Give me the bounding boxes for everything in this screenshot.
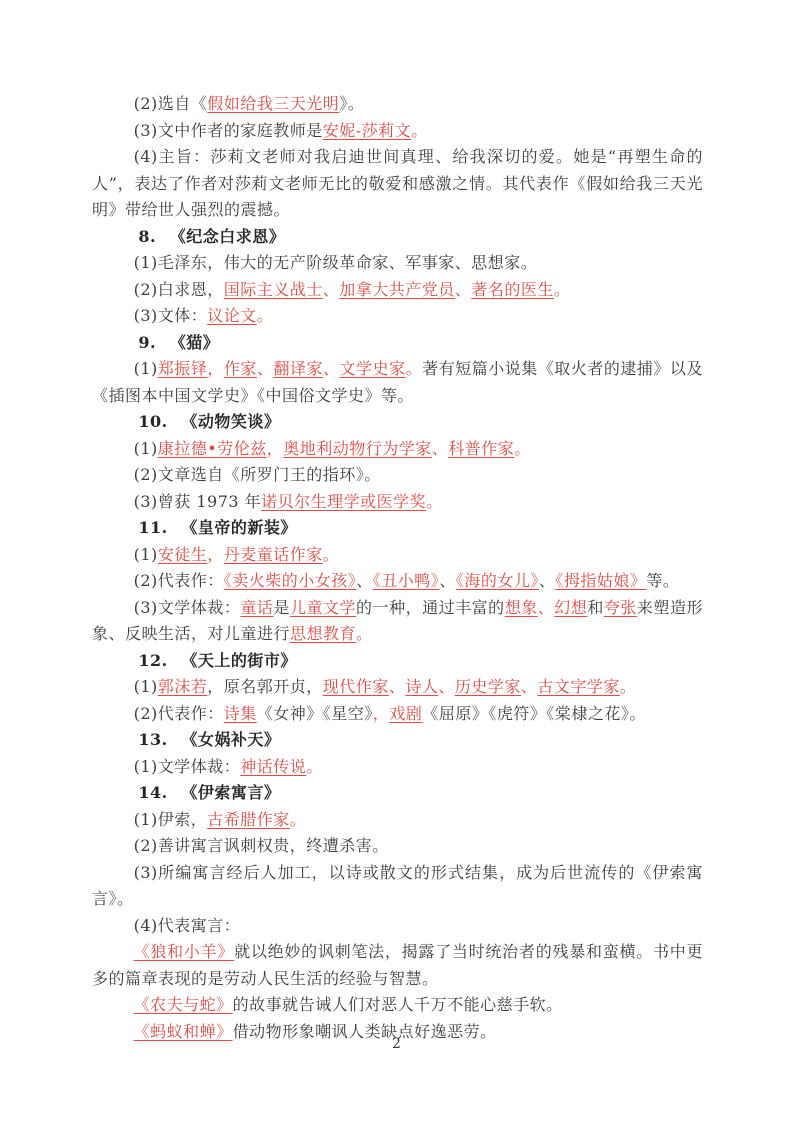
text-segment: (2)善讲寓言讽刺权贵，终遭杀害。 [133,836,389,855]
section-title: 《伊索寓言》 [181,783,281,802]
key-term: 作家 [223,359,257,378]
key-term: 加拿大共产党员 [339,279,455,299]
paragraph [92,144,703,224]
text-segment: 和 [587,597,604,617]
key-term: 童话 [240,597,274,617]
section-number: 11. [138,518,168,537]
key-term: 《卖火柴的小女孩》 [223,571,357,590]
paragraph [92,91,703,118]
paragraph [92,754,703,781]
key-term: 、 [256,359,274,378]
key-term: 、 [431,438,449,458]
paragraph [92,250,703,277]
key-term: 。 [514,438,531,458]
paragraph [92,277,703,304]
section-number: 10. [138,412,168,431]
paragraph [92,939,703,992]
text-segment: 著有短篇小说集《取火者的逮捕》以及《插图本中国文学史》《中国俗文学史》等。 [92,359,703,405]
text-segment: (2)白求恩， [133,279,224,299]
key-term: 现代作家 [322,677,389,696]
section-heading [92,727,703,754]
key-term: 想象 [504,597,538,617]
paragraph [92,913,703,940]
text-segment: 》。 [339,94,365,113]
key-term: 著名的医生 [471,279,554,299]
paragraph [92,807,703,834]
key-term: 。 [553,279,571,299]
text-segment: (1)伊索， [133,809,208,829]
key-term: 历史学家 [454,677,521,696]
key-term: 夸张 [603,597,637,617]
text-segment: 、 [439,571,456,590]
section-title: 《天上的街市》 [181,650,297,670]
key-term: 、 [454,279,472,299]
text-segment: 、 [538,571,556,590]
text-segment: (3)文中作者的家庭教师是 [133,120,323,140]
text-segment: 《女神》《星空》 [256,703,373,723]
paragraph [92,303,703,330]
section-title: 《纪念白求恩》 [169,226,286,246]
key-term: 《丑小鸭》 [372,571,440,590]
text-segment: (1)毛泽东，伟大的无产阶级革命家、军事家、思想家。 [133,253,538,272]
text-segment: (4)代表寓言： [133,915,241,935]
page-number: 2 [392,1036,401,1052]
text-segment: (1) [133,359,158,378]
section-title: 《女娲补天》 [181,730,281,749]
key-term: 。 [411,120,428,140]
key-term: 思想教育 [290,624,357,643]
page-footer [0,1036,793,1052]
text-segment: (3)所编寓言经后人加工，以诗或散文的形式结集，成为后世流传的《伊索寓言》。 [92,862,703,908]
key-term: 诗集 [223,703,257,723]
paragraph [92,833,703,860]
text-segment: 是 [273,597,290,617]
text-segment: (1) [133,677,158,696]
paragraph [92,568,703,595]
key-term: 《拇指姑娘》 [555,571,647,590]
key-term: 国际主义战士 [223,279,323,299]
section-heading [92,224,703,251]
paragraph [92,436,703,463]
section-number: 8. [138,226,157,246]
key-term: 儿童文学 [289,597,357,617]
text-segment: (4)主旨：莎莉文老师对我启迪世间真理、给我深切的爱。她是“再塑生命的人”，表达了作者对莎莉文老师无比的敬爱和感激之情。其代表作《假如给我三天光明》带给世人强烈的震撼。 [92,147,703,219]
key-term: 《农夫与蛇》 [133,995,233,1014]
key-term: 《蚂蚁和蝉》 [133,1021,233,1041]
key-term: 诗人 [405,677,439,696]
text-segment: 、 [356,571,373,590]
text-segment: 《屈原》《虎符》《棠棣之花》。 [422,703,646,723]
key-term: 。 [405,359,423,378]
key-term: 、 [520,677,538,696]
key-term: 、 [322,279,340,299]
section-heading [92,330,703,357]
text-segment: (3)文体： [133,306,208,325]
text-segment: (3)曾获 1973 年 [133,491,262,511]
key-term: 、 [388,677,406,696]
text-segment: 就以绝妙的讽刺笔法，揭露了当时统治者的残暴和蛮横。书中更多的篇章表现的是劳动人民生活的经验与智慧。 [92,942,703,988]
key-term: 。 [289,809,307,829]
section-heading [92,409,703,436]
key-term: 、 [438,677,455,696]
text-segment: (2)选自《 [133,94,208,113]
text-segment: (1) [133,544,158,564]
text-segment: (2)代表作： [133,571,224,590]
key-term: 郭沫若 [157,677,208,696]
key-term: 郑振铎 [157,359,208,378]
text-segment: (2)代表作： [133,703,224,723]
section-heading [92,648,703,675]
key-term: 幻想 [554,597,588,617]
section-number: 12. [138,650,168,670]
paragraph [92,860,703,913]
key-term: 。 [426,491,443,511]
section-title: 《猫》 [169,332,220,352]
section-heading [92,780,703,807]
key-term: 古文字学家 [537,677,620,696]
paragraph [92,489,703,516]
text-segment: 借动物形象嘲讽人类缺点好逸恶劳。 [232,1021,497,1041]
text-segment: (1)文学体裁： [133,756,241,776]
key-term: 《狼和小羊》 [133,942,235,961]
key-term: 《海的女儿》 [455,571,539,590]
text-segment: 的故事就告诫人们对恶人千万不能心慈手软。 [232,995,563,1014]
section-heading [92,515,703,542]
key-term: 古希腊作家 [207,809,290,829]
key-term: 安妮-莎莉文 [322,120,412,140]
key-term: 诺贝尔生理学或医学奖 [261,491,427,511]
paragraph [92,595,703,648]
key-term: 、 [537,597,555,617]
paragraph [92,462,703,489]
paragraph [92,356,703,409]
text-segment: (2)文章选自《所罗门王的指环》。 [133,465,381,484]
section-title: 《皇帝的新装》 [181,518,297,537]
document-body [92,91,703,1045]
paragraph [92,674,703,701]
key-term: 议论文 [207,306,257,325]
key-term: 康拉德•劳伦兹 [157,438,267,458]
key-term: 。 [322,544,340,564]
key-term: 戏剧 [389,703,423,723]
key-term: 。 [619,677,637,696]
section-number: 14. [138,783,168,802]
key-term: 翻译家 [273,359,324,378]
paragraph [92,992,703,1019]
key-term: ， [207,544,224,564]
section-number: 13. [138,730,168,749]
key-term: ， [207,359,224,378]
key-term: 安徒生 [157,544,208,564]
key-term: 。 [256,306,274,325]
text-segment: ，原名郭开贞， [207,677,323,696]
key-term: 假如给我三天光明 [207,94,340,113]
key-term: 。 [356,624,373,643]
key-term: ， [372,703,390,723]
paragraph [92,118,703,145]
key-term: 奥地利动物行为学家 [283,438,432,458]
text-segment: (3)文学体裁： [133,597,241,617]
paragraph [92,542,703,569]
section-title: 《动物笑谈》 [181,412,281,431]
key-term: 丹麦童话作家 [223,544,323,564]
text-segment: 的一种，通过丰富的 [356,597,505,617]
key-term: ， [266,438,284,458]
text-segment: 等。 [646,571,680,590]
paragraph [92,701,703,728]
key-term: 文学史家 [339,359,406,378]
key-term: 、 [323,359,340,378]
text-segment: 来塑造形象、反映生活，对儿童进行 [92,597,703,643]
text-segment: (1) [133,438,158,458]
key-term: 科普作家 [448,438,515,458]
key-term: 神话传说 [240,756,307,776]
section-number: 9. [138,332,157,352]
key-term: 。 [306,756,323,776]
